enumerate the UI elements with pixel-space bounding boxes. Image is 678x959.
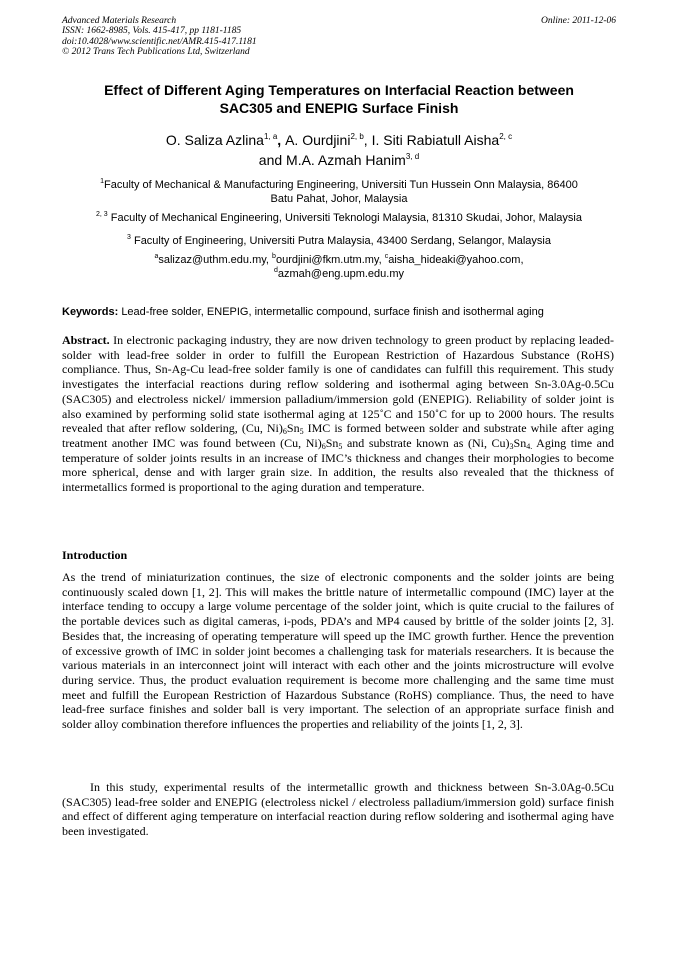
author-sup: 2, c <box>499 132 513 141</box>
abstract-sub: 5 <box>299 427 304 437</box>
online-date: Online: 2011-12-06 <box>540 16 616 26</box>
email-link: azmah@eng.upm.edu.my <box>277 268 405 280</box>
affiliation-2 <box>62 211 616 225</box>
email-link: ourdjini@fkm.utm.my, <box>275 254 382 266</box>
affiliation-sup: 1 <box>100 178 105 185</box>
author-emails <box>62 253 616 281</box>
abstract-sub: 5 <box>338 441 343 451</box>
abstract-text: Aging time and temperature of solder joints results in an increase of IMC’s thickness and changes their morphologies to become more spherical, dense and with larger grain size. In addition, the results also revealed that the thickness of intermetallics formed is proportional to the aging duration and temperature. <box>62 435 614 495</box>
abstract-sub: 3 <box>509 441 514 451</box>
email-sup: a <box>154 253 159 260</box>
abstract-sub: 4. <box>526 441 533 451</box>
authors-line-1: O. Saliza Azlina$^{1, a}$, A. Ourdjini$^{2, b}$, I. Siti Rabiatull Aisha$^{2, c}$ <box>165 132 513 148</box>
section-heading-introduction: Introduction <box>62 548 128 562</box>
journal-doi: doi:10.4028/www.scientific.net/AMR.415-417.1181 <box>62 36 257 47</box>
keywords-text: Lead-free solder, ENEPIG, intermetallic compound, surface finish and isothermal aging <box>121 306 544 318</box>
abstract-text: Sn <box>325 435 339 450</box>
title-line-2: SAC305 and ENEPIG Surface Finish <box>219 100 459 116</box>
abstract-text: IMC is formed between solder and substrate while after aging treatment another IMC was found between (Cu, Ni) <box>62 421 614 450</box>
author-sup: 1, a <box>263 132 278 141</box>
affiliation-sup: 2, 3 <box>96 211 108 218</box>
email-link: aisha_hideaki@yahoo.com, <box>388 254 524 266</box>
introduction-paragraph-1: As the trend of miniaturization continues, the size of electronic components and the solder joints are being continuously scaled down [1, 2]. This will makes the brittle nature of intermetallic compound (IMC) layer at the interface tending to occupy a large volume percentage of the solder joint, which is quite crucial to the failures of the portable devices such as digital cameras, i-pods, PDA’s and MP4 caused by brittle of the solder joints [2, 3]. Besides that, the increasing of operating temperature will speed up the IMC growth further. Hence the prevention of excessive growth of IMC in solder joint becomes a challenging task for materials researchers. It is because the various materials in an interconnect joint will interact with each other and the joints microstructure will evolve during service. Thus, the product evaluation requirement is become more challenging and the same time must meet and fulfill the European Restriction of Hazardous Substance (RoHS) compliance. Thus, the need to have lead-free surface finishes and solder ball is very important. The selection of an appropriate surface finish and solder alloy combination therefore influences the properties and reliability of the joints [1, 2, 3]. <box>62 570 614 732</box>
author-sup: 2, b <box>350 132 364 141</box>
author-name: M.A. Azmah Hanim <box>286 152 406 168</box>
keywords <box>62 305 618 319</box>
abstract-text: Sn <box>513 435 527 450</box>
email-sup: c <box>384 253 389 260</box>
introduction-paragraph-2: In this study, experimental results of the intermetallic growth and thickness between Sn-3.0Ag-0.5Cu (SAC305) lead-free solder and ENEPIG (electroless nickel / electroless palladium/immersion gold) surface finish and effect of different aging temperature on interfacial reaction during reflow soldering and isothermal aging have been investigated. <box>62 780 614 839</box>
affiliation-text: Faculty of Mechanical & Manufacturing Engineering, Universiti Tun Hussein Onn Malaysia, 86400 <box>104 179 578 191</box>
title-line-1: Effect of Different Aging Temperatures on Interfacial Reaction between <box>104 82 574 98</box>
keywords-label: Keywords: <box>62 306 119 318</box>
affiliation-1 <box>62 178 616 206</box>
abstract-label: Abstract. <box>62 333 110 347</box>
abstract-text: and substrate known as (Ni, Cu) <box>342 435 510 450</box>
abstract-sub: 6 <box>282 427 287 437</box>
author-sup: 3, d <box>405 152 420 161</box>
affiliation-text-cont: Batu Pahat, Johor, Malaysia <box>270 193 408 205</box>
affiliation-3 <box>62 234 616 248</box>
email-sup: b <box>272 253 276 260</box>
abstract-text: Sn <box>286 421 300 436</box>
affiliation-sup: 3 <box>127 234 131 241</box>
email-sup: d <box>273 267 278 274</box>
abstract-text: In electronic packaging industry, they are now driven technology to green product by replacing leaded-solder with lead-free solder in order to fulfill the European Restriction of Hazardous Substance (RoHS) compliance. Thus, Sn-Ag-Cu lead-free solder family is one of candidates can fulfill this requirement. This study investigates the interfacial reactions during reflow soldering and isothermal aging between Sn-3.0Ag-0.5Cu (SAC305) and electroless nickel/ immersion palladium/immersion gold (ENEPIG). Reliability of solder joint is also examined by performing solid state isothermal aging at 125˚C and 150˚C for up to 2000 hours. The results revealed that after reflow soldering, (Cu, Ni) <box>62 333 614 436</box>
abstract-sub: 6 <box>321 441 326 451</box>
email-link: salizaz@uthm.edu.my, <box>158 254 269 266</box>
author-name: I. Siti Rabiatull Aisha <box>371 132 500 148</box>
author-name: A. Ourdjini <box>285 132 351 148</box>
affiliation-text: Faculty of Engineering, Universiti Putra Malaysia, 43400 Serdang, Selangor, Malaysia <box>133 235 551 247</box>
paper-title <box>50 81 628 117</box>
journal-copyright: © 2012 Trans Tech Publications Ltd, Switzerland <box>62 47 250 58</box>
journal-header <box>62 16 257 58</box>
author-list <box>60 130 618 170</box>
authors-and: and <box>258 152 283 168</box>
journal-issn: ISSN: 1662-8985, Vols. 415-417, pp 1181-1185 <box>62 26 242 37</box>
author-name: O. Saliza Azlina <box>165 132 264 148</box>
journal-name: Advanced Materials Research <box>62 16 177 26</box>
authors-line-2 <box>60 150 618 170</box>
affiliation-text: Faculty of Mechanical Engineering, Universiti Teknologi Malaysia, 81310 Skudai, Johor, Malaysia <box>110 212 582 224</box>
abstract <box>62 333 614 495</box>
